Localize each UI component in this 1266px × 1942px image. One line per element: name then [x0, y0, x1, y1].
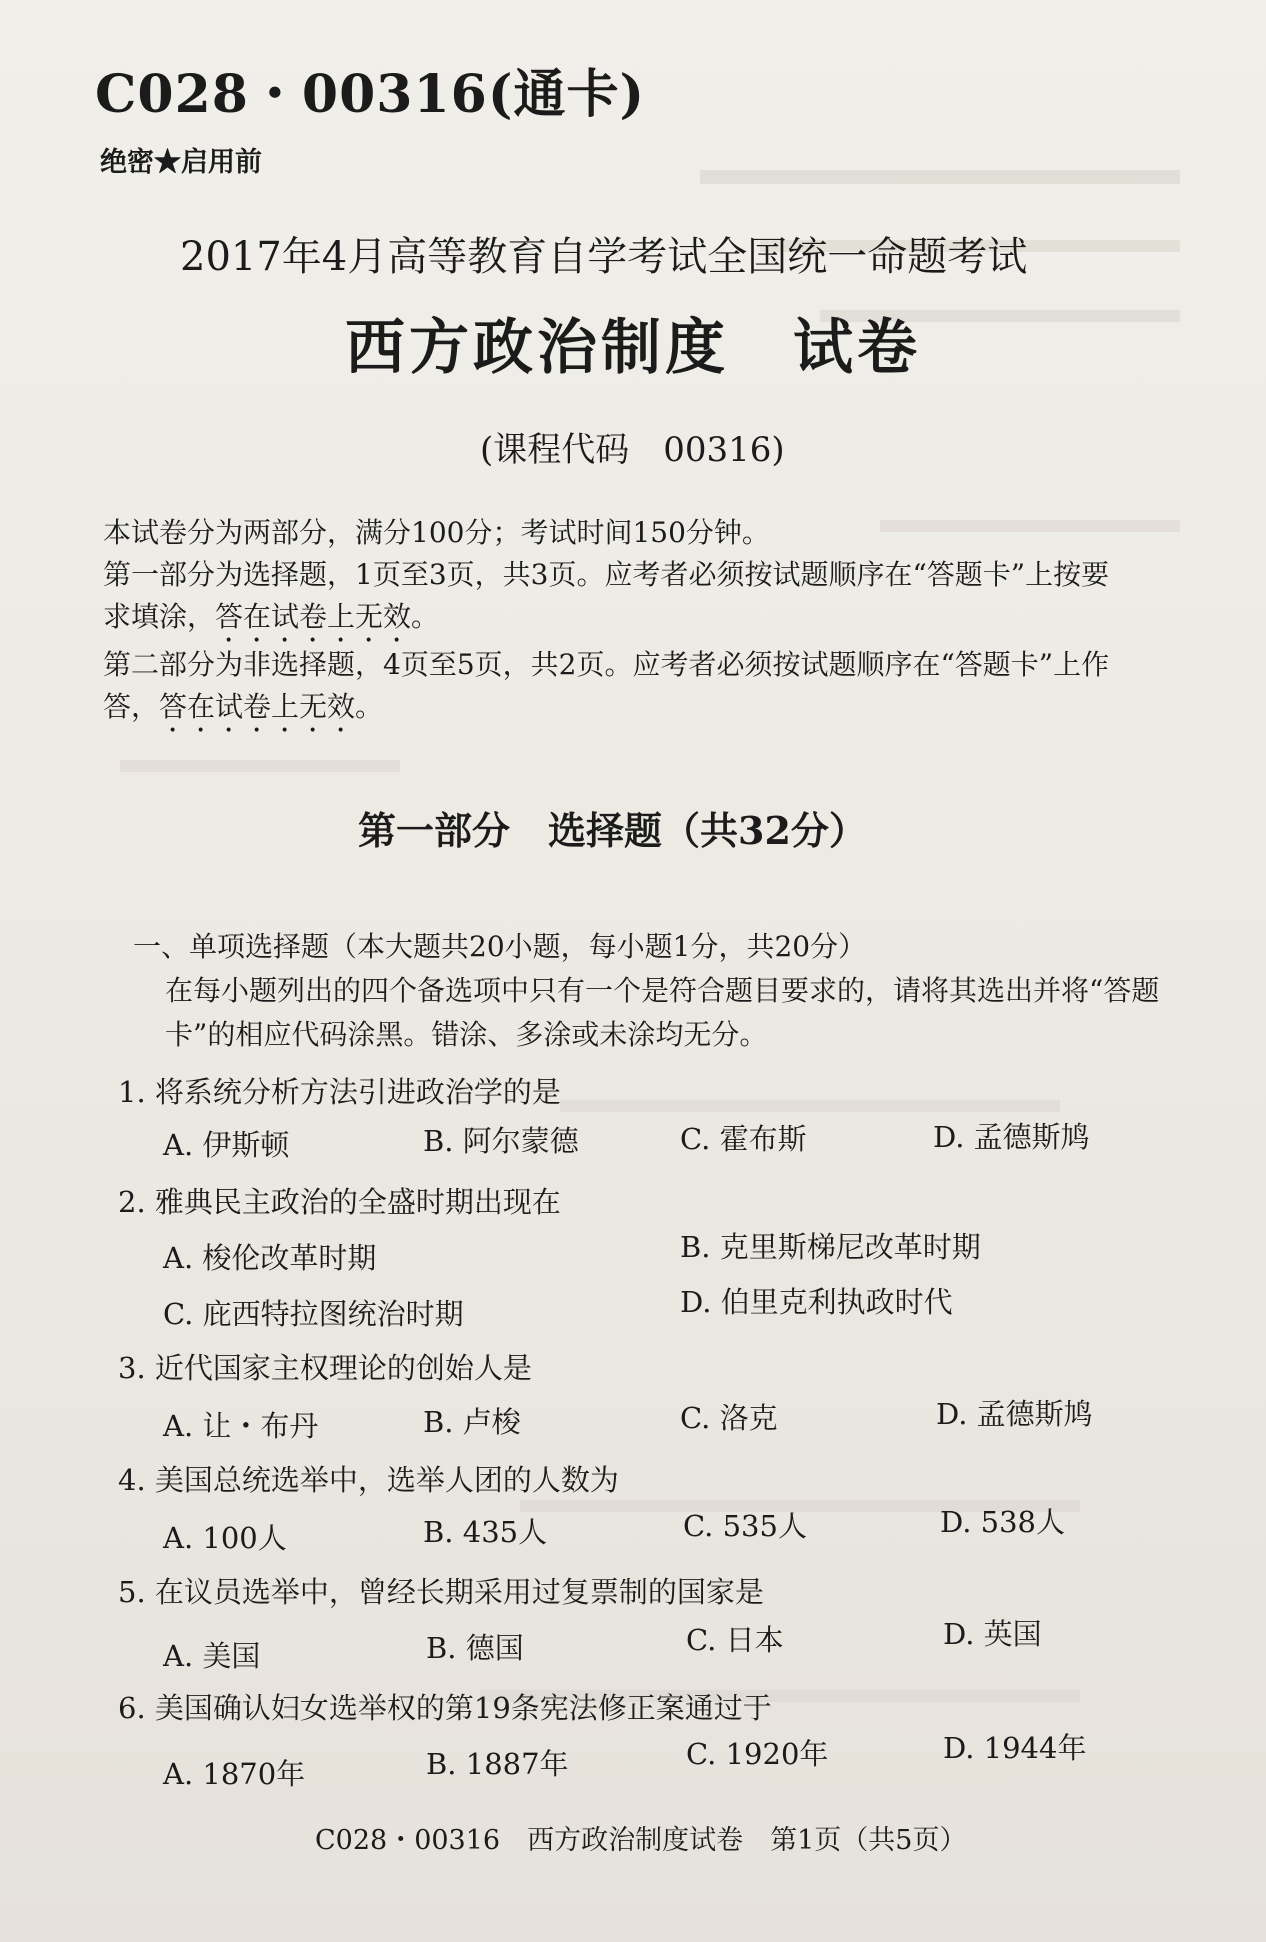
course-code: (课程代码 00316)	[480, 430, 785, 470]
option-b: B. 德国	[426, 1631, 524, 1665]
part-one-title: 第一部分 选择题（共32分）	[358, 808, 867, 853]
option-b: B. 克里斯梯尼改革时期	[680, 1230, 981, 1264]
question-stem: 4. 美国总统选举中，选举人团的人数为	[118, 1463, 619, 1497]
paper-code: C028・00316(通卡)	[95, 64, 646, 125]
instruction-text: 求填涂，	[103, 600, 216, 633]
page-footer: C028・00316 西方政治制度试卷 第1页（共5页）	[315, 1825, 967, 1856]
option-d: D. 1944年	[943, 1731, 1087, 1765]
option-d: D. 英国	[943, 1617, 1042, 1651]
option-b: B. 435人	[423, 1515, 548, 1549]
option-d: D. 孟德斯鸠	[933, 1120, 1090, 1154]
instruction-part1-line2	[103, 596, 1183, 649]
option-c: C. 1920年	[686, 1737, 829, 1771]
option-a: A. 伊斯顿	[163, 1128, 290, 1162]
section-heading: 一、单项选择题（本大题共20小题，每小题1分，共20分）	[133, 930, 867, 963]
emphasis-text: 答在试卷上无效	[159, 690, 356, 723]
option-c: C. 洛克	[680, 1401, 778, 1435]
option-c: C. 霍布斯	[680, 1122, 807, 1156]
option-b: B. 1887年	[426, 1747, 569, 1781]
option-c: C. 535人	[683, 1509, 807, 1543]
option-d: D. 538人	[940, 1505, 1066, 1539]
option-d: D. 伯里克利执政时代	[680, 1285, 953, 1319]
exam-title: 2017年4月高等教育自学考试全国统一命题考试	[180, 234, 1028, 280]
question-stem: 1. 将系统分析方法引进政治学的是	[118, 1075, 561, 1109]
confidential-label: 绝密★启用前	[100, 147, 262, 178]
question-stem: 3. 近代国家主权理论的创始人是	[118, 1351, 532, 1385]
question-stem: 5. 在议员选举中，曾经长期采用过复票制的国家是	[118, 1575, 764, 1609]
instruction-part2-line1: 第二部分为非选择题，4页至5页，共2页。应考者必须按试题顺序在“答题卡”上作	[103, 648, 1110, 681]
option-a: A. 美国	[163, 1639, 261, 1673]
instruction-text: 。	[355, 690, 384, 723]
question-stem: 6. 美国确认妇女选举权的第19条宪法修正案通过于	[118, 1691, 772, 1725]
option-a: A. 100人	[163, 1521, 287, 1555]
option-a: A. 梭伦改革时期	[163, 1241, 377, 1275]
instruction-text: 答，	[103, 690, 160, 723]
option-b: B. 阿尔蒙德	[423, 1124, 579, 1158]
option-a: A. 1870年	[163, 1757, 306, 1791]
section-description-line1: 在每小题列出的四个备选项中只有一个是符合题目要求的，请将其选出并将“答题	[165, 974, 1160, 1007]
emphasis-text: 答在试卷上无效	[215, 600, 412, 633]
instruction-part1-line1: 第一部分为选择题，1页至3页，共3页。应考者必须按试题顺序在“答题卡”上按要	[103, 558, 1110, 591]
option-c: C. 庇西特拉图统治时期	[163, 1297, 464, 1331]
question-stem: 2. 雅典民主政治的全盛时期出现在	[118, 1185, 561, 1219]
section-description-line2: 卡”的相应代码涂黑。错涂、多涂或未涂均无分。	[165, 1018, 768, 1051]
instruction-text: 。	[411, 600, 440, 633]
instruction-total: 本试卷分为两部分，满分100分；考试时间150分钟。	[103, 516, 770, 549]
paper-title: 西方政治制度 试卷	[345, 313, 921, 383]
option-c: C. 日本	[686, 1623, 784, 1657]
option-a: A. 让・布丹	[163, 1409, 319, 1443]
option-b: B. 卢梭	[423, 1405, 521, 1439]
instruction-part2-line2	[103, 686, 1183, 739]
option-d: D. 孟德斯鸠	[936, 1397, 1093, 1431]
section-single-choice	[133, 925, 1193, 1057]
